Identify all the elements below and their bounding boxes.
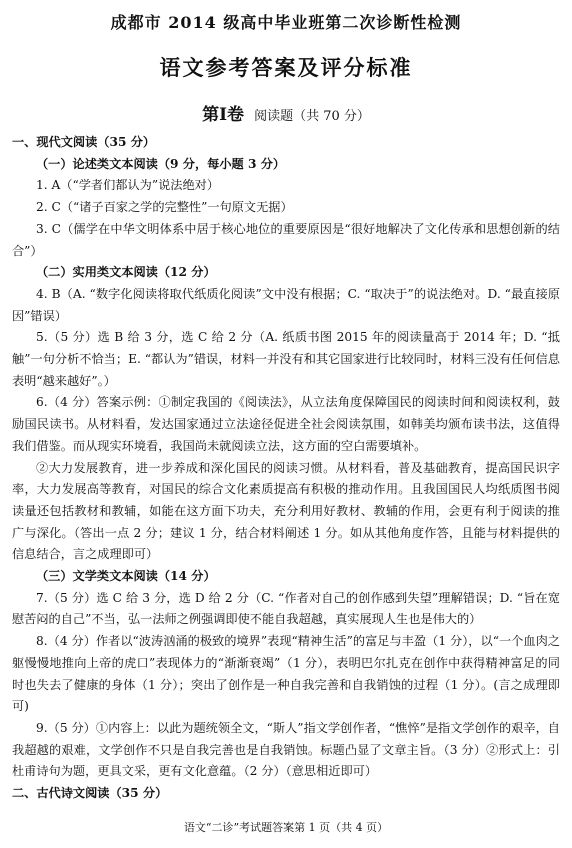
section-heading: 一、现代文阅读（35 分） (12, 135, 156, 149)
subsection-heading: （一）论述类文本阅读（9 分，每小题 3 分） (36, 156, 286, 171)
answer-item: 9.（5 分）①内容上：以此为题统领全文，“斯人”指文学创作者，“憔悴”是指文学创作的艰辛，自我超越的艰难，文学创作不只是自我完善也是自我销蚀。标题凸显了文章主旨。（3 分）②形式上：引杜甫诗句为题，更具文采，更有文化意蕴。（2 分）（意思相近即可） (12, 720, 560, 779)
page-footer: 语文“二诊”考试题答案第 1 页（共 4 页） (183, 821, 389, 834)
document-subtitle: 语文参考答案及评分标准 (159, 55, 413, 80)
answer-item: 8.（4 分）作者以“波涛汹涌的极致的境界”表现“精神生活”的富足与丰盈（1 分），以“一个血肉之躯慢慢地推向上帝的虎口”表现体力的“渐渐衰竭”（1 分），表明巴尔扎克在创作中获得精神富足的同时也失去了健康的身体（1 分）；突出了创作是一种自我完善和自我销蚀的过程（1 分）。(言之成理即可) (12, 634, 560, 714)
volume-description: 阅读题（共 70 分） (254, 109, 370, 124)
answer-item: 3. C（儒学在中华文明体系中居于核心地位的重要原因是“很好地解决了文化传承和思想创新的结合”） (12, 221, 560, 258)
answer-item: 2. C（“诸子百家之学的完整性”一句原文无据） (36, 200, 293, 215)
subsection-heading: （二）实用类文本阅读（12 分） (36, 265, 216, 280)
answer-item: ②大力发展教育，进一步养成和深化国民的阅读习惯。从材料看，普及基础教育，提高国民识字率，大力发展高等教育，对国民的综合文化素质提高有积极的推动作用。且我国国民人均纸质图书阅读量还包括教材和教辅，如能在这方面下功夫，充分利用好教材、教辅的作用，会更有利于阅读的推广与深化。（答出一点 2 分；建议 1 分，结合材料阐述 1 分。如从其他角度作答，且能与材料提供的信息结合，言之成理即可） (12, 460, 560, 562)
answer-item: 1. A（“学者们都认为”说法绝对） (36, 178, 220, 193)
volume-label: 第Ⅰ卷 (202, 105, 245, 125)
volume-heading (0, 100, 572, 125)
section-heading: 二、古代诗文阅读（35 分） (12, 786, 168, 801)
answer-item: 7.（5 分）选 C 给 3 分，选 D 给 2 分（C. “作者对自己的创作感到失望”理解错误；D. “旨在宽慰苦闷的自己”不当，弘一法师之例强调即使不能自我超越，真实展现人生也是伟大的） (12, 590, 560, 627)
answer-item: 4. B（A. “数字化阅读将取代纸质化阅读”文中没有根据；C. “取决于”的说法绝对。D. “最直接原因”错误） (12, 286, 560, 323)
subsection-heading: （三）文学类文本阅读（14 分） (36, 569, 216, 584)
exam-title: 成都市 2014 级高中毕业班第二次诊断性检测 (110, 13, 462, 32)
answer-item: 6.（4 分）答案示例：①制定我国的《阅读法》，从立法角度保障国民的阅读时间和阅读权利，鼓励国民读书。从材料看，发达国家通过立法途径促进全社会阅读氛围，如韩美均颁布读书法，这值得我们借鉴。而从现实环境看，我国尚未就阅读立法，这方面的空白需要填补。 (12, 395, 560, 453)
answer-body (12, 132, 560, 805)
answer-item: 5.（5 分）选 B 给 3 分，选 C 给 2 分（A. 纸质书图 2015 年的阅读量高于 2014 年；D. “抵触”一句分析不恰当；E. “都认为”错误，材料一并没有和其它国家进行比较同时，材料三没有任何信息表明“越来越好”。） (12, 330, 560, 388)
